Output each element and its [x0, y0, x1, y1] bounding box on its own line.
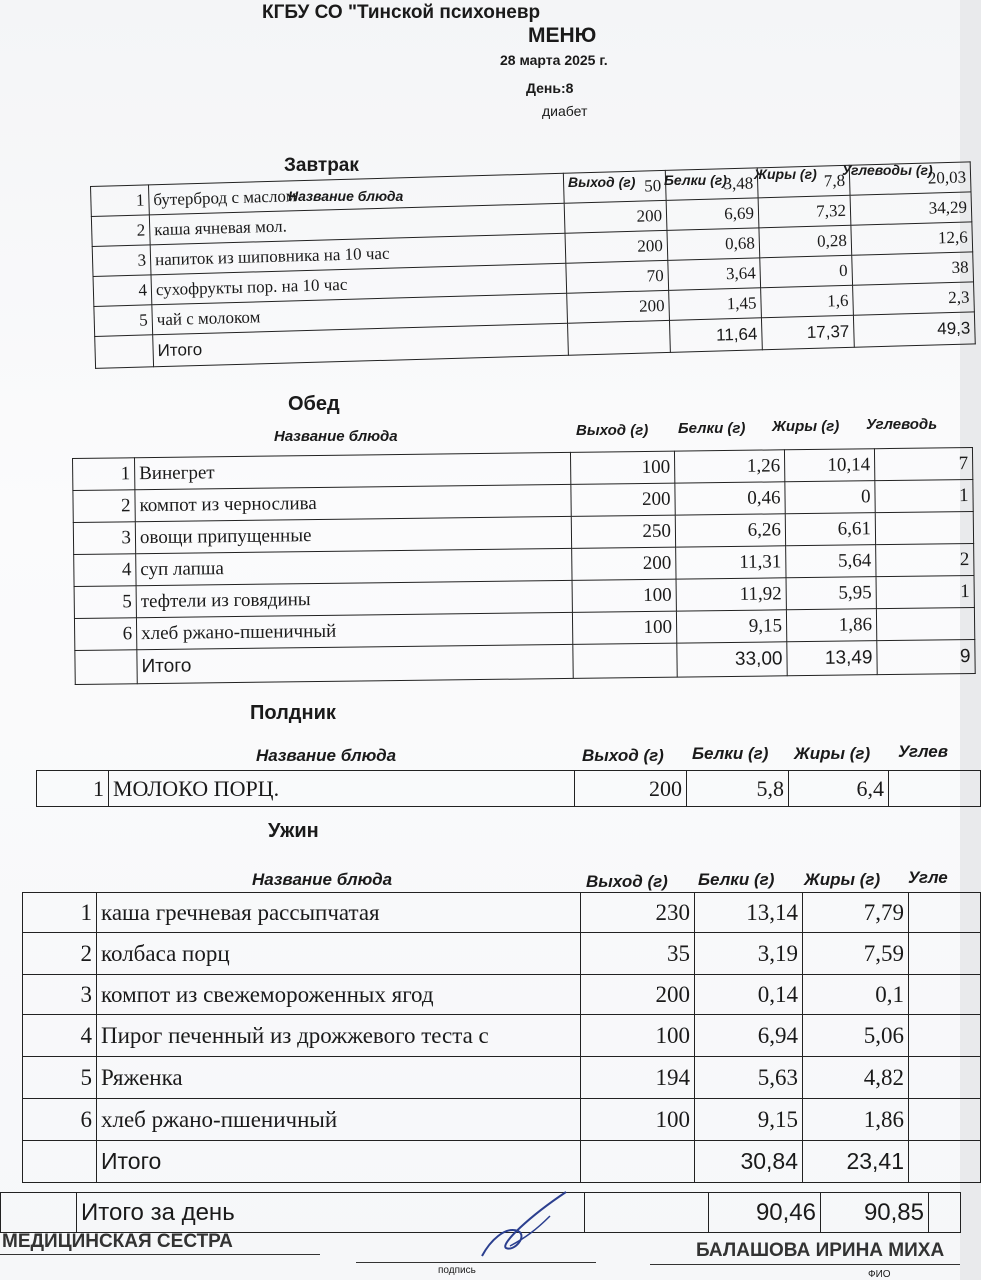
table-row: 2 компот из чернослива 200 0,46 0 1	[73, 479, 973, 522]
snack-col-fat: Жиры (г)	[794, 744, 871, 763]
dinner-table	[22, 892, 981, 1183]
diet-type: диабет	[542, 103, 588, 119]
page-title: МЕНЮ	[528, 24, 597, 47]
snack-col-protein: Белки (г)	[692, 744, 769, 763]
snack-table	[36, 770, 981, 807]
staff-name: БАЛАШОВА ИРИНА МИХА	[696, 1240, 945, 1261]
breakfast-col-fat: Жиры (г)	[754, 166, 817, 182]
breakfast-table	[90, 161, 976, 369]
name-line	[650, 1264, 960, 1265]
dinner-col-protein: Белки (г)	[698, 870, 775, 889]
total-row: Итого 11,64 17,37 49,3	[95, 312, 976, 369]
dinner-col-name: Название блюда	[252, 870, 393, 889]
table-row: 1 Винегрет 100 1,26 10,14 7	[73, 447, 973, 490]
dinner-col-yield: Выход (г)	[586, 872, 668, 891]
snack-col-yield: Выход (г)	[582, 746, 664, 765]
table-row: 3 овощи припущенные 250 6,26 6,61	[73, 511, 973, 554]
lunch-title: Обед	[288, 393, 340, 415]
table-row: 3 компот из свежемороженных ягод 200 0,14 0,1	[23, 975, 981, 1015]
organization-name: КГБУ СО "Тинской психоневр	[262, 2, 541, 23]
lunch-table	[72, 447, 976, 685]
nurse-line	[0, 1254, 320, 1255]
table-row: 6 хлеб ржано-пшеничный 100 9,15 1,86	[23, 1099, 981, 1141]
table-row: 4 суп лапша 200 11,31 5,64 2	[74, 543, 974, 586]
day-total-row: Итого за день 90,46 90,85	[1, 1193, 961, 1233]
table-row: 5 чай с молоком 200 1,45 1,6 2,3	[94, 282, 974, 337]
dinner-col-fat: Жиры (г)	[804, 870, 881, 889]
snack-col-name: Название блюда	[256, 746, 397, 765]
snack-title: Полдник	[250, 702, 336, 724]
table-row: 2 колбаса порц 35 3,19 7,59	[23, 933, 981, 975]
name-caption: ФИО	[868, 1269, 891, 1280]
table-row: 4 сухофрукты пор. на 10 час 70 3,64 0 38	[93, 252, 973, 307]
breakfast-title: Завтрак	[284, 155, 359, 176]
signature-caption: подпись	[438, 1265, 476, 1276]
table-row: 2 каша ячневая мол. 200 6,69 7,32 34,29	[91, 192, 971, 247]
table-row: 4 Пирог печенный из дрожжевого теста с 100 6,94 5,06	[23, 1015, 981, 1057]
table-row: 1 МОЛОКО ПОРЦ. 200 5,8 6,4	[37, 771, 981, 807]
nurse-label: МЕДИЦИНСКАЯ СЕСТРА	[2, 1231, 233, 1252]
table-row: 5 Ряженка 194 5,63 4,82	[23, 1057, 981, 1099]
lunch-col-protein: Белки (г)	[678, 420, 746, 437]
table-row: 5 тефтели из говядины 100 11,92 5,95 1	[74, 575, 974, 618]
total-row: Итого 30,84 23,41	[23, 1141, 981, 1183]
breakfast-col-yield: Выход (г)	[568, 174, 636, 190]
dinner-title: Ужин	[268, 820, 319, 842]
table-row: 1 каша гречневая рассыпчатая 230 13,14 7,79	[23, 893, 981, 933]
breakfast-col-name: Название блюда	[288, 188, 404, 204]
snack-col-carbs: Углев	[898, 742, 949, 761]
menu-date: 28 марта 2025 г.	[500, 52, 608, 68]
breakfast-col-protein: Белки (г)	[664, 172, 727, 188]
signature-mark	[470, 1186, 580, 1266]
lunch-col-yield: Выход (г)	[576, 422, 649, 439]
table-row: 6 хлеб ржано-пшеничный 100 9,15 1,86	[74, 607, 974, 650]
lunch-col-carbs: Углеводь	[866, 416, 938, 433]
menu-day: День:8	[526, 80, 574, 96]
breakfast-col-carbs: Углеводы (г)	[842, 162, 933, 178]
table-row: 3 напиток из шиповника на 10 час 200 0,68 0,28 12,6	[92, 222, 972, 277]
lunch-col-name: Название блюда	[274, 428, 398, 445]
total-row: Итого 33,00 13,49 9	[75, 639, 975, 684]
table-row: 1 бутерброд с маслом 50 3,48 7,8 20,03	[91, 162, 971, 217]
lunch-col-fat: Жиры (г)	[772, 418, 840, 435]
dinner-col-carbs: Угле	[908, 868, 948, 887]
